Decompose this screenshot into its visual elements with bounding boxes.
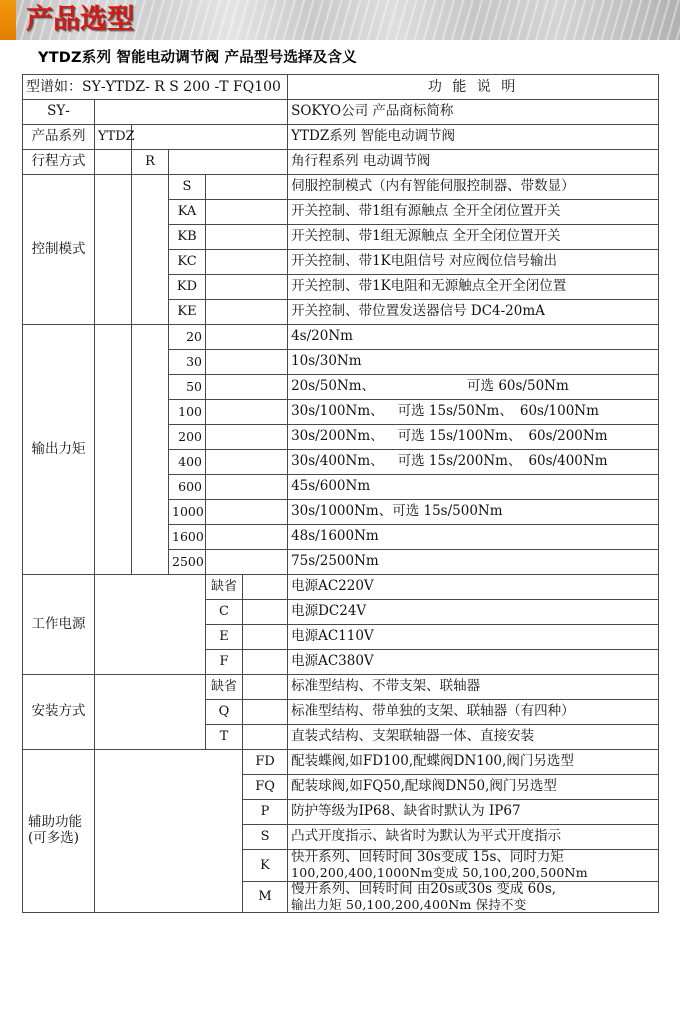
torque-desc-main: 20s/50Nm、 — [291, 378, 376, 395]
row-desc-torque-1000: 30s/1000Nm、可选 15s/500Nm — [288, 500, 659, 525]
row-code-blank — [132, 325, 169, 575]
row-code-aux-fq: FQ — [243, 775, 288, 800]
row-desc-aux-fq: 配装球阀,如FQ50,配球阀DN50,阀门另选型 — [288, 775, 659, 800]
row-desc-aux-s: 凸式开度指示、缺省时为默认为平式开度指示 — [288, 825, 659, 850]
row-code-blank — [243, 575, 288, 600]
row-code-mounting-t: T — [206, 725, 243, 750]
page-header-banner — [0, 0, 680, 40]
row-code-torque-100: 100 — [169, 400, 206, 425]
row-code-blank — [243, 675, 288, 700]
torque-desc-main: 30s/400Nm、 — [291, 453, 384, 470]
row-code-blank — [95, 575, 206, 675]
row-code-blank — [206, 500, 288, 525]
row-code-blank — [206, 425, 288, 450]
table-row — [23, 150, 659, 175]
table-row — [23, 125, 659, 150]
row-code-torque-400: 400 — [169, 450, 206, 475]
torque-desc-option: 可选 15s/50Nm、 — [397, 403, 513, 420]
function-description-header: 功 能 说 明 — [288, 75, 659, 100]
row-desc-torque-50 — [288, 375, 659, 400]
row-code-torque-2500: 2500 — [169, 550, 206, 575]
torque-desc-option2: 60s/100Nm — [519, 403, 599, 420]
row-desc-torque-1600: 48s/1600Nm — [288, 525, 659, 550]
row-desc-power-c: 电源DC24V — [288, 600, 659, 625]
row-code-blank — [169, 150, 288, 175]
row-desc-torque-30: 10s/30Nm — [288, 350, 659, 375]
row-code-blank — [132, 175, 169, 325]
table-row — [23, 325, 659, 350]
row-code-blank — [206, 375, 288, 400]
row-code-blank — [206, 350, 288, 375]
row-desc-power-f: 电源AC380V — [288, 650, 659, 675]
row-desc-torque-400 — [288, 450, 659, 475]
row-code-aux-fd: FD — [243, 750, 288, 775]
torque-desc-option: 可选 15s/200Nm、 — [397, 453, 522, 470]
row-code-blank — [206, 225, 288, 250]
row-label-control-mode: 控制模式 — [23, 175, 95, 325]
row-code-blank — [95, 325, 132, 575]
row-desc-control-kd: 开关控制、带1K电阻和无源触点全开全闭位置 — [288, 275, 659, 300]
row-desc-aux-p: 防护等级为IP68、缺省时默认为 IP67 — [288, 800, 659, 825]
row-code-torque-600: 600 — [169, 475, 206, 500]
row-desc-power-e: 电源AC110V — [288, 625, 659, 650]
row-code-blank — [95, 675, 206, 750]
row-code-blank — [206, 200, 288, 225]
row-code-mounting-q: Q — [206, 700, 243, 725]
section-subtitle: YTDZ系列 智能电动调节阀 产品型号选择及含义 — [38, 50, 357, 66]
torque-desc-option2: 60s/200Nm — [528, 428, 608, 445]
row-code-blank — [206, 250, 288, 275]
row-code-blank — [243, 725, 288, 750]
row-desc-torque-2500: 75s/2500Nm — [288, 550, 659, 575]
row-code-blank — [206, 475, 288, 500]
table-row — [23, 675, 659, 700]
row-code-stroke: R — [132, 150, 169, 175]
row-code-blank — [206, 275, 288, 300]
row-code-torque-1000: 1000 — [169, 500, 206, 525]
row-code-power-f: F — [206, 650, 243, 675]
row-desc-aux-k — [288, 850, 659, 882]
table-header-row — [23, 75, 659, 100]
row-code-blank — [206, 525, 288, 550]
table-row — [23, 750, 659, 775]
row-code-blank — [243, 600, 288, 625]
row-code-series: YTDZ — [95, 125, 132, 150]
row-desc-mounting-default: 标准型结构、不带支架、联轴器 — [288, 675, 659, 700]
row-code-blank — [95, 175, 132, 325]
row-desc-series: YTDZ系列 智能电动调节阀 — [288, 125, 659, 150]
row-desc-aux-m — [288, 881, 659, 913]
row-code-blank — [206, 450, 288, 475]
row-code-blank — [206, 325, 288, 350]
aux-m-line2: 输出力矩 50,100,200,400Nm 保持不变 — [291, 896, 527, 912]
torque-desc-main: 30s/100Nm、 — [291, 403, 384, 420]
row-code-power-default: 缺省 — [206, 575, 243, 600]
row-label-series: 产品系列 — [23, 125, 95, 150]
row-code-blank — [206, 550, 288, 575]
row-desc-brand: SOKYO公司 产品商标简称 — [288, 100, 659, 125]
row-code-torque-200: 200 — [169, 425, 206, 450]
row-code-control-ke: KE — [169, 300, 206, 325]
row-code-control-kd: KD — [169, 275, 206, 300]
row-code-blank — [95, 100, 288, 125]
row-label-brand: SY‑ — [23, 100, 95, 125]
row-code-control-ka: KA — [169, 200, 206, 225]
row-desc-control-s: 伺服控制模式（内有智能伺服控制器、带数显） — [288, 175, 659, 200]
row-desc-torque-100 — [288, 400, 659, 425]
table-row — [23, 100, 659, 125]
row-code-blank — [206, 300, 288, 325]
row-code-blank — [206, 400, 288, 425]
model-example-header: 型谱如：SY‑YTDZ‑ R S 200 ‑T FQ100 — [23, 75, 288, 100]
row-code-aux-s: S — [243, 825, 288, 850]
row-desc-torque-200 — [288, 425, 659, 450]
table-row — [23, 175, 659, 200]
aux-k-line2: 100,200,400,1000Nm变成 50,100,200,500Nm — [291, 864, 588, 880]
row-code-control-kc: KC — [169, 250, 206, 275]
aux-m-line1: 慢开系列、回转时间 由20s或30s 变成 60s, — [291, 880, 557, 897]
row-code-control-s: S — [169, 175, 206, 200]
row-desc-mounting-q: 标准型结构、带单独的支架、联轴器（有四种） — [288, 700, 659, 725]
row-desc-control-ke: 开关控制、带位置发送器信号 DC4‑20mA — [288, 300, 659, 325]
torque-desc-option: 可选 15s/100Nm、 — [397, 428, 522, 445]
row-label-power-supply: 工作电源 — [23, 575, 95, 675]
product-selection-table — [22, 74, 659, 913]
torque-desc-main: 30s/200Nm、 — [291, 428, 384, 445]
auxiliary-label-line1: 辅助功能 — [28, 814, 82, 831]
row-label-output-torque: 输出力矩 — [23, 325, 95, 575]
row-code-torque-20: 20 — [169, 325, 206, 350]
row-code-mounting-default: 缺省 — [206, 675, 243, 700]
row-desc-control-kc: 开关控制、带1K电阻信号 对应阀位信号输出 — [288, 250, 659, 275]
row-code-torque-50: 50 — [169, 375, 206, 400]
row-desc-control-ka: 开关控制、带1组有源触点 全开全闭位置开关 — [288, 200, 659, 225]
row-code-control-kb: KB — [169, 225, 206, 250]
row-code-aux-m: M — [243, 881, 288, 913]
row-code-power-e: E — [206, 625, 243, 650]
page-title: 产品选型 — [26, 4, 134, 35]
row-label-stroke: 行程方式 — [23, 150, 95, 175]
product-selection-table-wrapper — [22, 74, 658, 913]
row-desc-torque-20: 4s/20Nm — [288, 325, 659, 350]
row-code-blank — [243, 650, 288, 675]
row-label-auxiliary — [23, 750, 95, 913]
row-code-blank — [243, 625, 288, 650]
row-code-torque-1600: 1600 — [169, 525, 206, 550]
auxiliary-label-line2: (可多选) — [28, 830, 80, 847]
row-code-blank — [243, 700, 288, 725]
row-desc-mounting-t: 直装式结构、支架联轴器一体、直接安装 — [288, 725, 659, 750]
row-code-blank — [132, 125, 288, 150]
row-desc-control-kb: 开关控制、带1组无源触点 全开全闭位置开关 — [288, 225, 659, 250]
aux-k-line1: 快开系列、回转时间 30s变成 15s、同时力矩 — [291, 849, 564, 865]
row-code-aux-p: P — [243, 800, 288, 825]
torque-desc-option: 可选 60s/50Nm — [467, 378, 569, 395]
row-code-blank — [95, 150, 132, 175]
row-code-aux-k: K — [243, 850, 288, 882]
row-desc-power-default: 电源AC220V — [288, 575, 659, 600]
banner-accent-bar — [0, 0, 16, 40]
torque-desc-option2: 60s/400Nm — [528, 453, 608, 470]
row-code-torque-30: 30 — [169, 350, 206, 375]
row-code-blank — [95, 750, 243, 913]
row-desc-aux-fd: 配装蝶阀,如FD100,配蝶阀DN100,阀门另选型 — [288, 750, 659, 775]
row-code-blank — [206, 175, 288, 200]
table-row — [23, 575, 659, 600]
row-desc-torque-600: 45s/600Nm — [288, 475, 659, 500]
row-desc-stroke: 角行程系列 电动调节阀 — [288, 150, 659, 175]
row-label-mounting: 安装方式 — [23, 675, 95, 750]
row-code-power-c: C — [206, 600, 243, 625]
